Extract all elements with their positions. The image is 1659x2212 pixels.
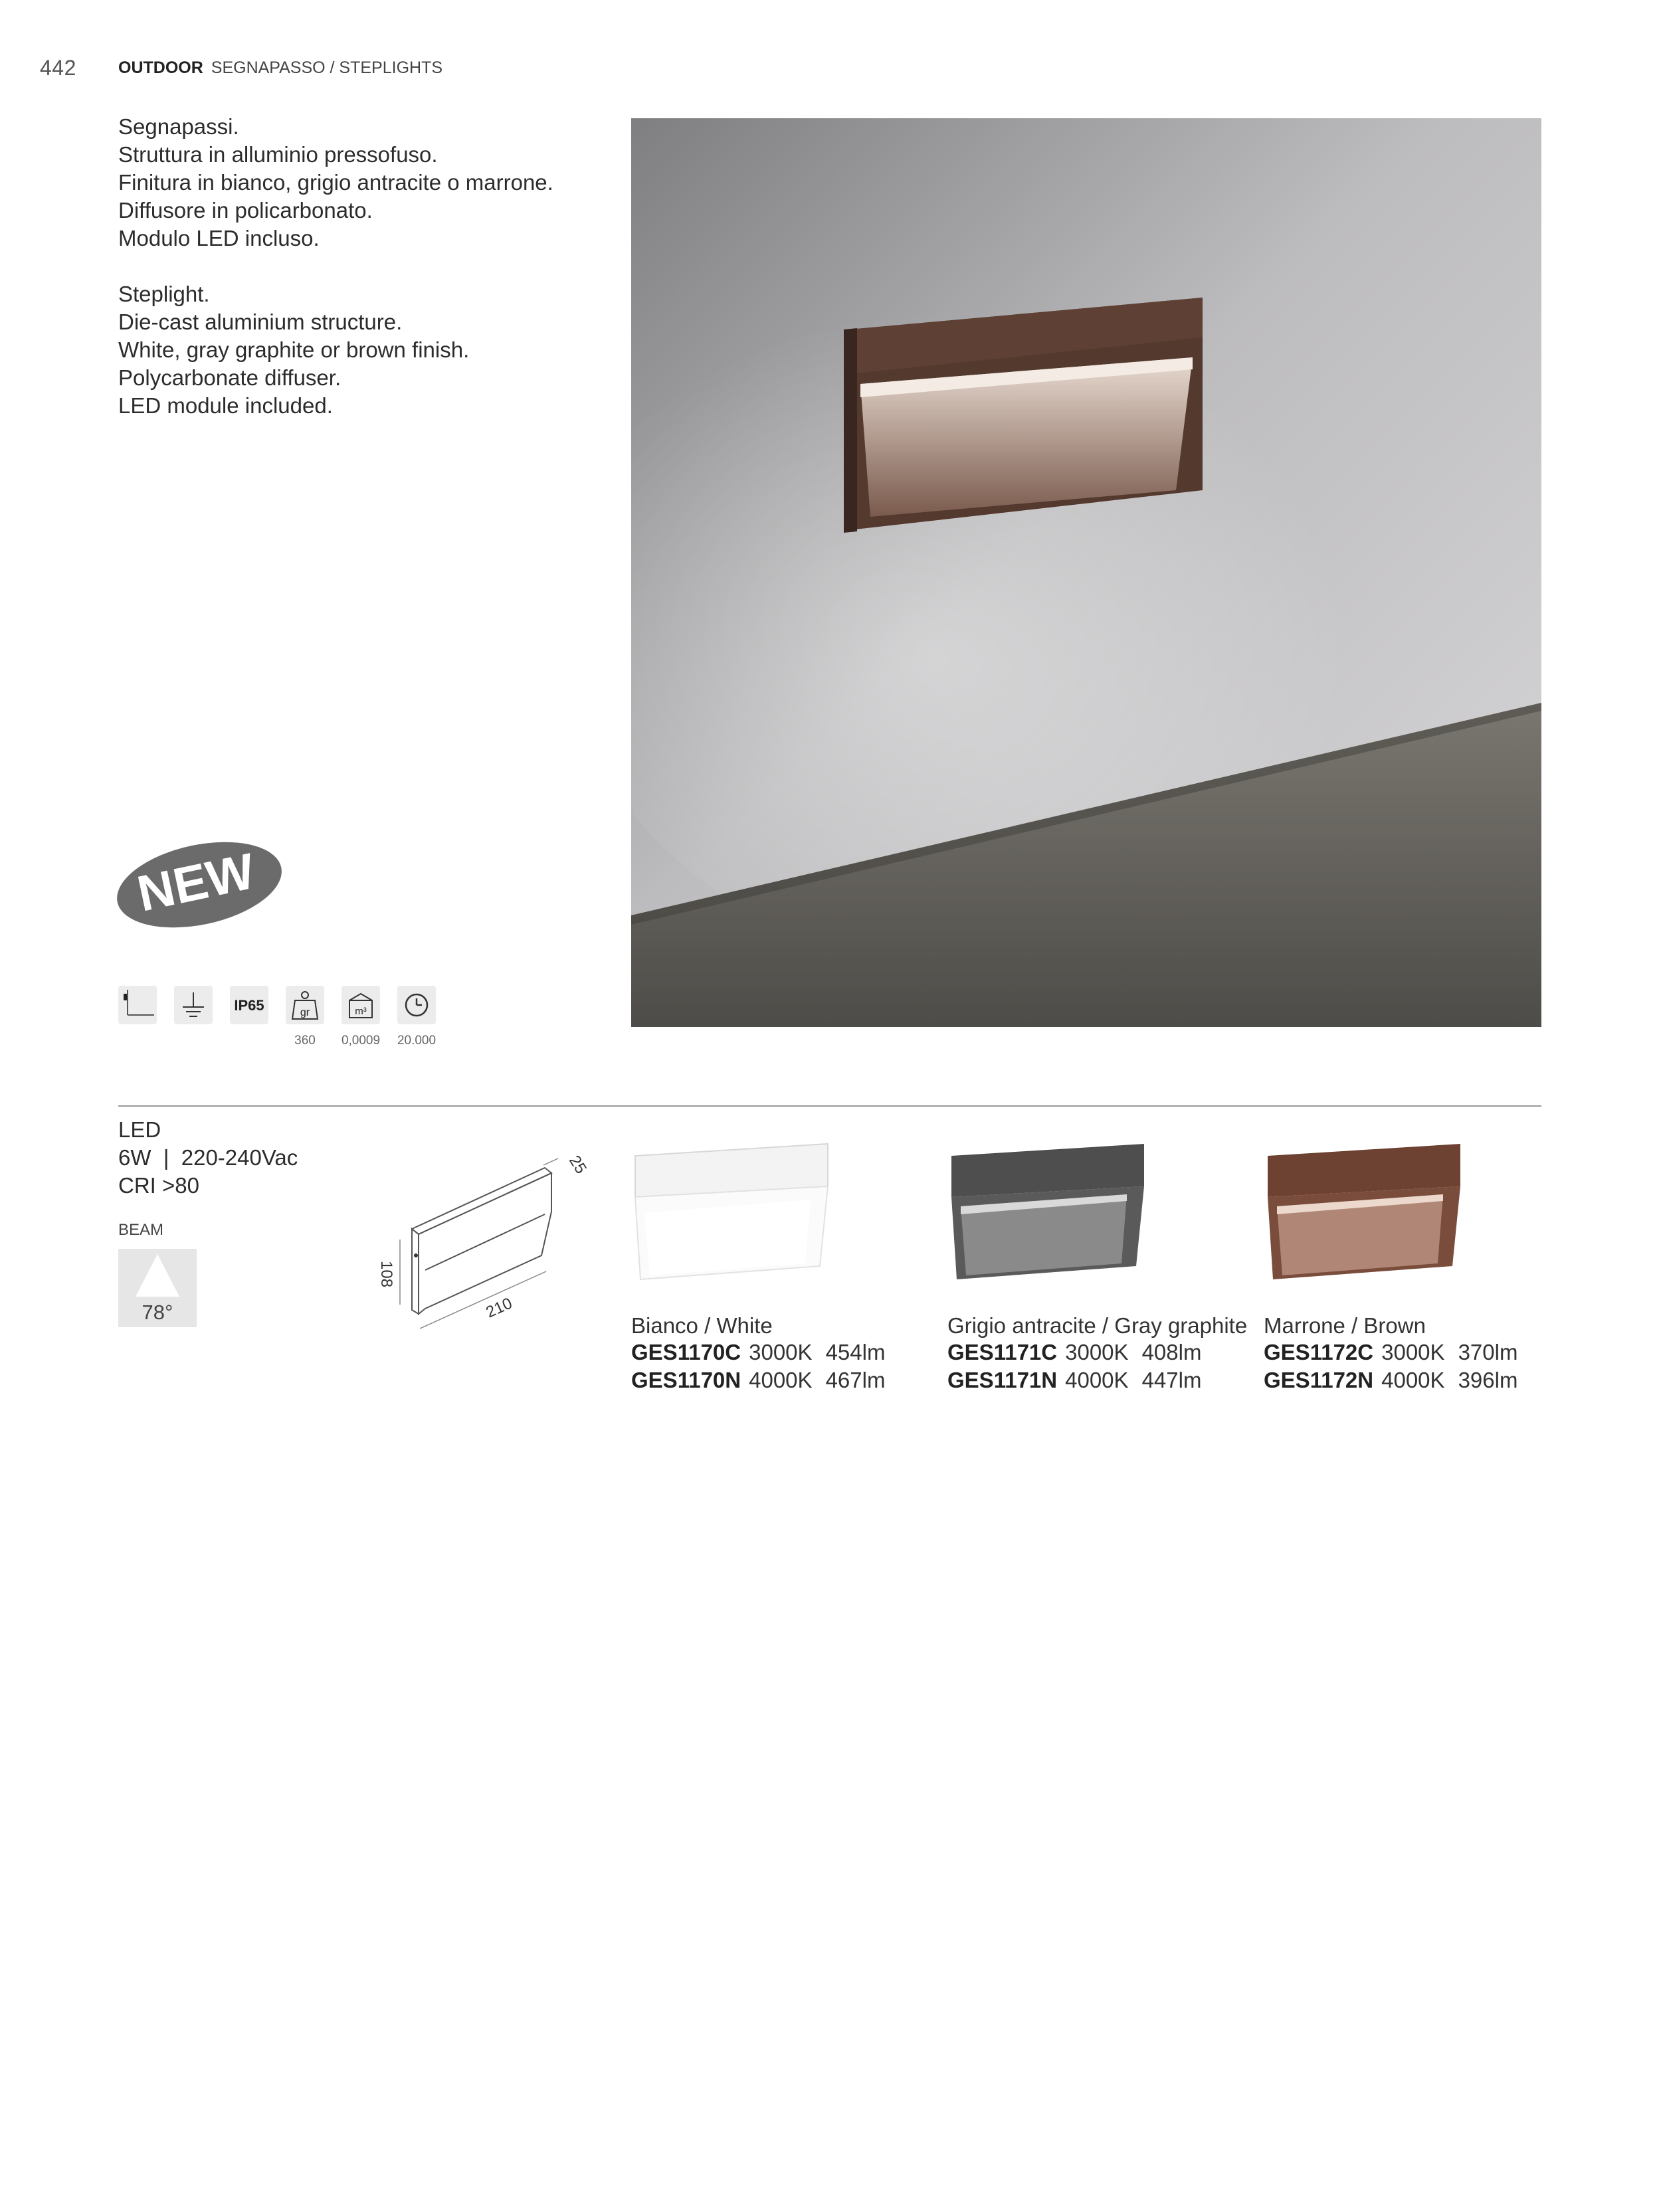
- weight-value: 360: [294, 1034, 316, 1048]
- variant-color-name: Bianco / White: [631, 1313, 773, 1338]
- wall-mount-icon: [118, 986, 157, 1024]
- dimension-height: 108: [377, 1261, 395, 1288]
- product-code: GES1171C: [947, 1340, 1058, 1364]
- description-line: LED module included.: [118, 393, 333, 418]
- section-divider: [118, 1105, 1541, 1107]
- ip-rating-label: IP65: [234, 997, 264, 1014]
- svg-text:gr: gr: [300, 1007, 310, 1018]
- product-code-row: [947, 1338, 1260, 1366]
- product-code: GES1170N: [631, 1368, 741, 1392]
- product-code-row: [1264, 1366, 1576, 1394]
- variant-color-name: Grigio antracite / Gray graphite: [947, 1313, 1248, 1338]
- spec-source: LED: [118, 1117, 161, 1142]
- svg-text:m³: m³: [355, 1006, 367, 1017]
- variant-color-name: Marrone / Brown: [1264, 1313, 1426, 1338]
- product-code: GES1170C: [631, 1340, 741, 1364]
- product-code-row: [1264, 1338, 1576, 1366]
- white-steplight-image: [631, 1140, 830, 1282]
- ip-rating-icon: [230, 986, 268, 1024]
- dimension-width: 210: [483, 1294, 516, 1322]
- dimension-depth: 25: [565, 1152, 590, 1177]
- spec-cri: CRI >80: [118, 1173, 199, 1198]
- beam-icon: [118, 1249, 197, 1327]
- description-line: Modulo LED incluso.: [118, 226, 320, 250]
- description-line: Polycarbonate diffuser.: [118, 365, 342, 390]
- lumen-output: 454lm: [825, 1340, 886, 1364]
- description-english: [118, 280, 469, 420]
- product-code-row: [631, 1366, 943, 1394]
- description-line: Segnapassi.: [118, 114, 239, 139]
- beam-angle-value: 78°: [142, 1301, 173, 1324]
- product-code: GES1172N: [1264, 1368, 1374, 1392]
- description-line: Diffusore in policarbonato.: [118, 198, 373, 223]
- product-code: GES1171N: [947, 1368, 1058, 1392]
- spec-power: 6W | 220-240Vac: [118, 1145, 298, 1170]
- variant-brown: [1264, 1140, 1576, 1394]
- weight-gr-icon: [286, 986, 324, 1024]
- product-code-row: [631, 1338, 943, 1366]
- description-line: Steplight.: [118, 282, 210, 306]
- description-italian: [118, 113, 553, 252]
- volume-value: 0,0009: [341, 1034, 381, 1048]
- variant-white: [631, 1140, 943, 1394]
- beam-label: BEAM: [118, 1221, 164, 1239]
- product-photo: [631, 118, 1541, 1027]
- color-temperature: 3000K: [1065, 1340, 1129, 1364]
- clock-lifetime-icon: [397, 986, 436, 1024]
- lumen-output: 396lm: [1458, 1368, 1518, 1392]
- new-badge: [113, 838, 286, 931]
- description-line: Struttura in alluminio pressofuso.: [118, 142, 438, 167]
- description-line: Die-cast aluminium structure.: [118, 310, 403, 334]
- volume-m3-icon: [342, 986, 380, 1024]
- lumen-output: 370lm: [1458, 1340, 1518, 1364]
- graphite-steplight-image: [947, 1140, 1147, 1282]
- description-line: White, gray graphite or brown finish.: [118, 337, 470, 362]
- lumen-output: 408lm: [1141, 1340, 1202, 1364]
- breadcrumb-category: SEGNAPASSO / STEPLIGHTS: [211, 58, 443, 77]
- description-line: Finitura in bianco, grigio antracite o marrone.: [118, 170, 553, 195]
- dimension-drawing: [359, 1129, 590, 1342]
- product-code: GES1172C: [1264, 1340, 1374, 1364]
- variant-gray-graphite: [947, 1140, 1260, 1394]
- page-number: 442: [40, 56, 76, 80]
- lumen-output: 467lm: [825, 1368, 886, 1392]
- product-code-row: [947, 1366, 1260, 1394]
- color-temperature: 4000K: [1065, 1368, 1129, 1392]
- color-temperature: 3000K: [1381, 1340, 1445, 1364]
- new-badge-label: NEW: [132, 842, 260, 923]
- color-temperature: 4000K: [749, 1368, 813, 1392]
- ground-symbol-icon: [174, 986, 213, 1024]
- lumen-output: 447lm: [1141, 1368, 1202, 1392]
- color-temperature: 3000K: [749, 1340, 813, 1364]
- technical-specs: [118, 1116, 298, 1200]
- lifetime-value: 20.000: [397, 1034, 437, 1048]
- color-temperature: 4000K: [1381, 1368, 1445, 1392]
- brown-steplight-image: [1264, 1140, 1463, 1282]
- breadcrumb-section: OUTDOOR: [118, 58, 203, 77]
- breadcrumb: [118, 58, 442, 78]
